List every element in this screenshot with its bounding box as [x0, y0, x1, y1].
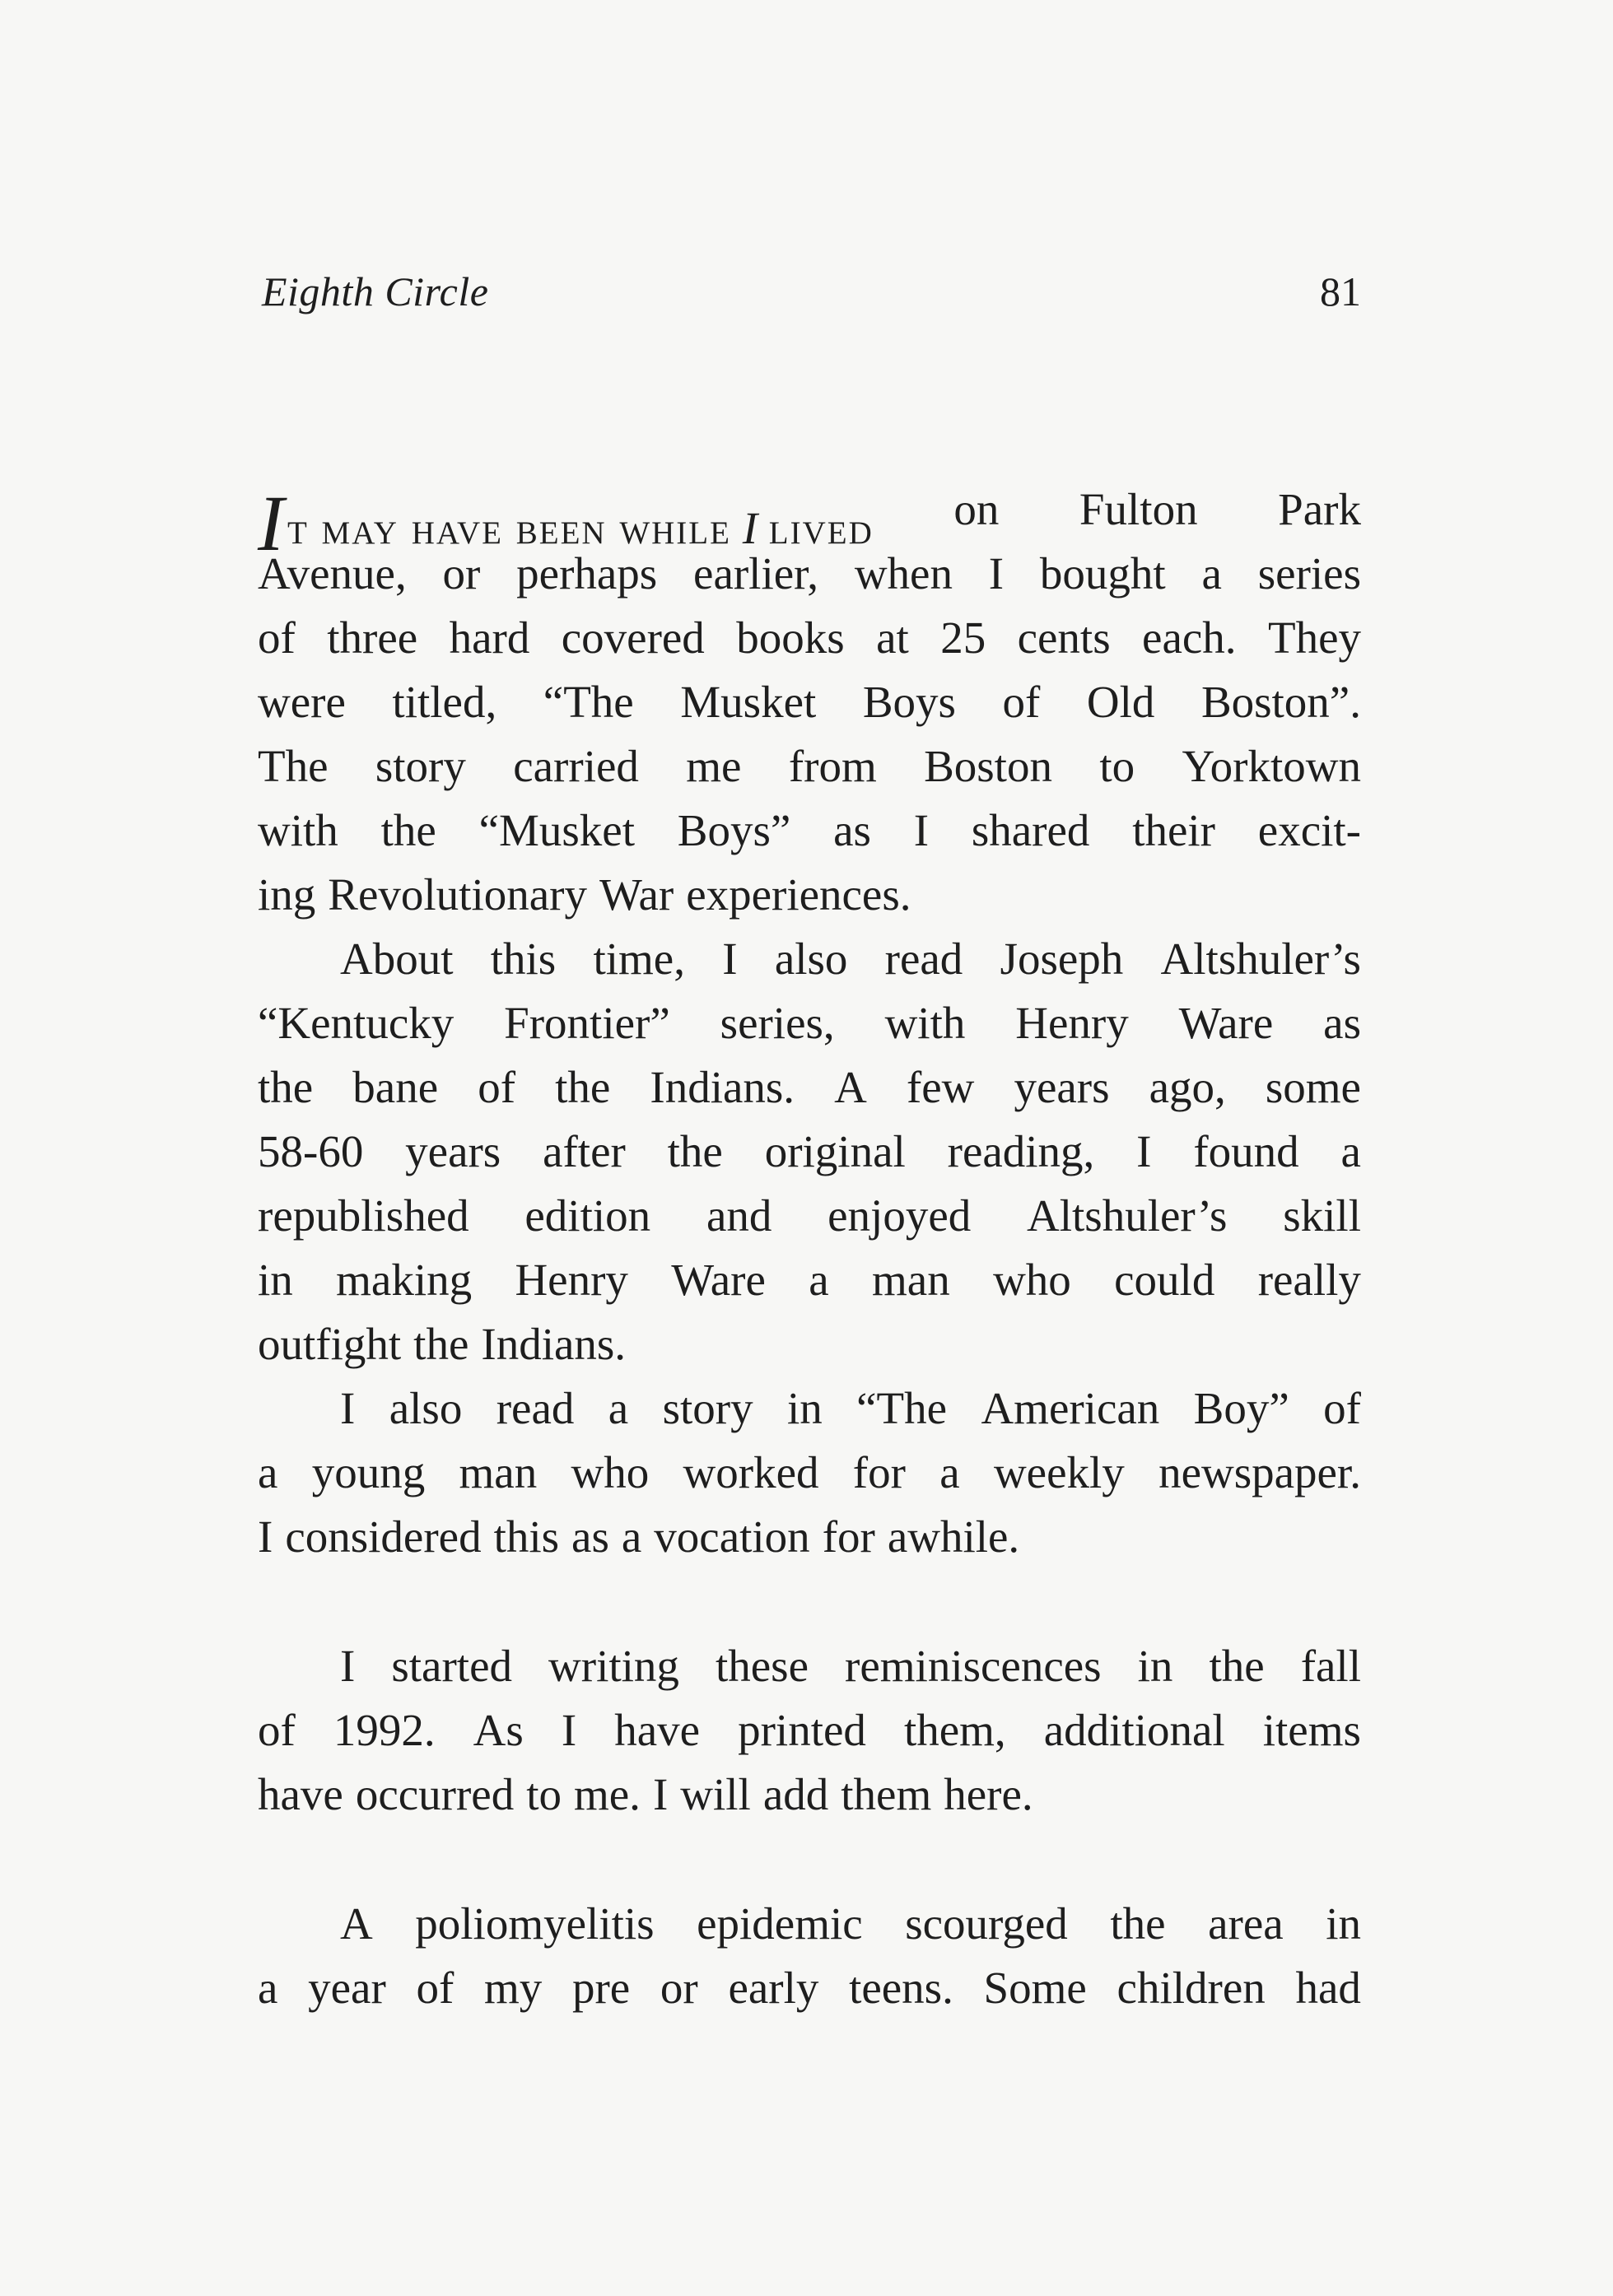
word: poliomyelitis — [415, 1898, 655, 1949]
word: here. — [944, 1769, 1033, 1819]
word: Boys” — [677, 805, 791, 855]
running-head — [262, 268, 1361, 333]
word: The — [258, 741, 329, 791]
word: perhaps — [516, 548, 658, 598]
word: also — [389, 1383, 463, 1433]
text-line — [258, 1505, 1361, 1569]
word: vocation — [654, 1511, 810, 1562]
word: Frontier” — [504, 998, 670, 1048]
word: really — [1257, 1255, 1361, 1305]
word: Yorktown — [1182, 741, 1361, 791]
word: read — [884, 934, 963, 984]
word: War — [599, 869, 674, 920]
word: when — [854, 548, 953, 598]
word: years — [1014, 1062, 1110, 1112]
word: a — [939, 1447, 960, 1497]
word: hard — [449, 612, 530, 663]
word: I — [652, 1769, 669, 1819]
word: have — [258, 1769, 343, 1819]
word: three — [327, 612, 418, 663]
text-line — [258, 1184, 1361, 1248]
word: children — [1117, 1963, 1266, 2013]
word: writing — [548, 1641, 679, 1691]
text-line — [258, 1956, 1361, 2020]
word: original — [764, 1126, 906, 1176]
text-line — [258, 606, 1361, 670]
word: in — [786, 1383, 823, 1433]
word: I — [258, 1511, 273, 1562]
word: shared — [971, 805, 1090, 855]
word: Boston — [924, 741, 1052, 791]
word: edition — [524, 1190, 651, 1241]
word: Ware — [1178, 998, 1274, 1048]
word: a — [809, 1255, 829, 1305]
word: 58-60 — [258, 1126, 364, 1176]
text-line — [258, 670, 1361, 734]
text-line — [258, 1634, 1361, 1698]
word: some — [1265, 1062, 1361, 1112]
word: in — [1326, 1898, 1361, 1949]
word: a — [258, 1963, 278, 2013]
text-line — [258, 477, 1361, 567]
word: or — [660, 1963, 698, 2013]
word: to — [1099, 741, 1135, 791]
word: bought — [1039, 548, 1166, 598]
chapter-opening — [258, 477, 874, 567]
word: Boy” — [1193, 1383, 1289, 1433]
word: story — [662, 1383, 753, 1433]
word: Indians. — [650, 1062, 795, 1112]
word: as — [571, 1511, 609, 1562]
paragraph-3 — [258, 1376, 1361, 1569]
word: I — [561, 1705, 577, 1755]
word: this — [493, 1511, 560, 1562]
word: with — [258, 805, 338, 855]
word: from — [788, 741, 877, 791]
word: “Kentucky — [258, 998, 455, 1048]
text-line — [258, 1248, 1361, 1312]
word: fall — [1300, 1641, 1361, 1691]
text-line — [258, 1698, 1361, 1763]
word: who — [571, 1447, 650, 1497]
word: I — [988, 548, 1005, 598]
text-line — [258, 927, 1361, 991]
word: started — [391, 1641, 512, 1691]
word: each. — [1142, 612, 1237, 663]
word: earlier, — [693, 548, 819, 598]
text-line — [258, 991, 1361, 1055]
text-line — [258, 1120, 1361, 1184]
text-line — [258, 863, 1361, 927]
word: them, — [903, 1705, 1006, 1755]
word: considered — [285, 1511, 482, 1562]
running-head-title: Eighth Circle — [262, 268, 489, 314]
word: Joseph — [1000, 934, 1124, 984]
word: the — [413, 1319, 469, 1369]
word: Musket — [680, 677, 817, 727]
word: 25 — [940, 612, 986, 663]
word: Some — [983, 1963, 1087, 2013]
word: About — [340, 934, 454, 984]
word: also — [774, 934, 848, 984]
word: scourged — [905, 1898, 1068, 1949]
word: who — [993, 1255, 1071, 1305]
word: cents — [1017, 612, 1111, 663]
word: Park — [1278, 484, 1361, 534]
word: will — [680, 1769, 751, 1819]
paragraph-4 — [258, 1634, 1361, 1827]
word: outfight — [258, 1319, 402, 1369]
word: skill — [1283, 1190, 1361, 1241]
word: Henry — [1015, 998, 1129, 1048]
word: A — [340, 1898, 373, 1949]
word: I — [1136, 1126, 1152, 1176]
word: had — [1295, 1963, 1361, 2013]
paragraph-1 — [258, 477, 1361, 927]
word: ing — [258, 869, 316, 920]
opening-italic: I — [742, 503, 758, 553]
word: of — [478, 1062, 516, 1112]
word: of — [1323, 1383, 1361, 1433]
word: man — [459, 1447, 538, 1497]
paragraph-2 — [258, 927, 1361, 1376]
word: the — [1209, 1641, 1265, 1691]
word: found — [1193, 1126, 1299, 1176]
word: were — [258, 677, 346, 727]
word: could — [1114, 1255, 1215, 1305]
word: for — [822, 1511, 875, 1562]
paragraph-5 — [258, 1892, 1361, 2020]
word: I — [340, 1641, 356, 1691]
word: of — [1002, 677, 1041, 727]
word: man — [872, 1255, 950, 1305]
word: of — [258, 1705, 296, 1755]
word: year — [308, 1963, 386, 2013]
word: have — [614, 1705, 701, 1755]
word: add — [762, 1769, 829, 1819]
word: newspaper. — [1158, 1447, 1361, 1497]
word: area — [1208, 1898, 1284, 1949]
word: young — [311, 1447, 426, 1497]
text-line — [258, 1441, 1361, 1505]
word: additional — [1043, 1705, 1225, 1755]
word: Ware — [671, 1255, 766, 1305]
word: the — [667, 1126, 723, 1176]
word: series, — [720, 998, 835, 1048]
word: reading, — [947, 1126, 1095, 1176]
word: series — [1257, 548, 1361, 598]
word: I — [340, 1383, 356, 1433]
word: bane — [352, 1062, 439, 1112]
text-line — [258, 734, 1361, 799]
word: at — [876, 612, 909, 663]
word: awhile. — [887, 1511, 1020, 1562]
word: Altshuler’s — [1160, 934, 1361, 984]
word: and — [706, 1190, 772, 1241]
word: me. — [573, 1769, 641, 1819]
word: They — [1267, 612, 1361, 663]
word: in — [258, 1255, 293, 1305]
word: or — [442, 548, 481, 598]
word: to — [526, 1769, 562, 1819]
opening-small-caps: t may have been while — [287, 503, 731, 553]
word: A — [834, 1062, 867, 1112]
word: worked — [683, 1447, 819, 1497]
word: Henry — [515, 1255, 628, 1305]
word: a — [621, 1511, 642, 1562]
text-line — [258, 1312, 1361, 1376]
page-number: 81 — [1320, 268, 1361, 314]
word: printed — [738, 1705, 866, 1755]
word: them — [841, 1769, 932, 1819]
word: I — [913, 805, 930, 855]
word: Fulton — [1079, 484, 1198, 534]
word: titled, — [392, 677, 497, 727]
word: the — [1110, 1898, 1166, 1949]
word: “Musket — [478, 805, 635, 855]
text-line — [258, 1055, 1361, 1120]
word: this — [490, 934, 557, 984]
word: reminiscences — [845, 1641, 1102, 1691]
text-line — [258, 799, 1361, 863]
word: Avenue, — [258, 548, 407, 598]
word: the — [258, 1062, 314, 1112]
word: after — [543, 1126, 626, 1176]
word: As — [473, 1705, 524, 1755]
word: occurred — [355, 1769, 515, 1819]
opening-small-caps-2: lived — [768, 503, 874, 553]
word: American — [981, 1383, 1160, 1433]
word: “The — [856, 1383, 948, 1433]
word: a — [1340, 1126, 1361, 1176]
word: experiences. — [686, 869, 911, 920]
word: excit- — [1257, 805, 1361, 855]
word: their — [1132, 805, 1215, 855]
word: the — [555, 1062, 611, 1112]
word: with — [884, 998, 966, 1048]
word: on — [953, 484, 1000, 534]
word: my — [484, 1963, 543, 2013]
word: covered — [561, 612, 705, 663]
word: of — [416, 1963, 455, 2013]
word: ago, — [1149, 1062, 1226, 1112]
word: epidemic — [697, 1898, 863, 1949]
word: Boston”. — [1200, 677, 1361, 727]
word: enjoyed — [827, 1190, 972, 1241]
word: Indians. — [481, 1319, 627, 1369]
word: Revolutionary — [328, 869, 587, 920]
word: time, — [593, 934, 685, 984]
word: story — [375, 741, 466, 791]
word: as — [833, 805, 871, 855]
word: I — [722, 934, 738, 984]
word: the — [380, 805, 436, 855]
word: books — [736, 612, 845, 663]
drop-cap: I — [258, 479, 284, 567]
word: a — [1201, 548, 1222, 598]
word: these — [715, 1641, 809, 1691]
word: for — [852, 1447, 906, 1497]
word: years — [405, 1126, 501, 1176]
word: me — [686, 741, 742, 791]
word: in — [1137, 1641, 1173, 1691]
word: “The — [543, 677, 634, 727]
word: pre — [571, 1963, 631, 2013]
word: carried — [513, 741, 639, 791]
word: of — [258, 612, 296, 663]
word: as — [1323, 998, 1361, 1048]
word: read — [496, 1383, 575, 1433]
word: items — [1262, 1705, 1361, 1755]
text-line — [258, 1376, 1361, 1441]
word: Altshuler’s — [1027, 1190, 1228, 1241]
word: a — [608, 1383, 629, 1433]
word: Old — [1086, 677, 1155, 727]
word: Boys — [862, 677, 956, 727]
word: early — [728, 1963, 819, 2013]
word: weekly — [993, 1447, 1125, 1497]
word: few — [906, 1062, 975, 1112]
word: 1992. — [333, 1705, 436, 1755]
word: republished — [258, 1190, 469, 1241]
word: a — [258, 1447, 278, 1497]
word: making — [336, 1255, 473, 1305]
text-line — [258, 1763, 1361, 1827]
word: teens. — [849, 1963, 953, 2013]
text-line — [258, 1892, 1361, 1956]
